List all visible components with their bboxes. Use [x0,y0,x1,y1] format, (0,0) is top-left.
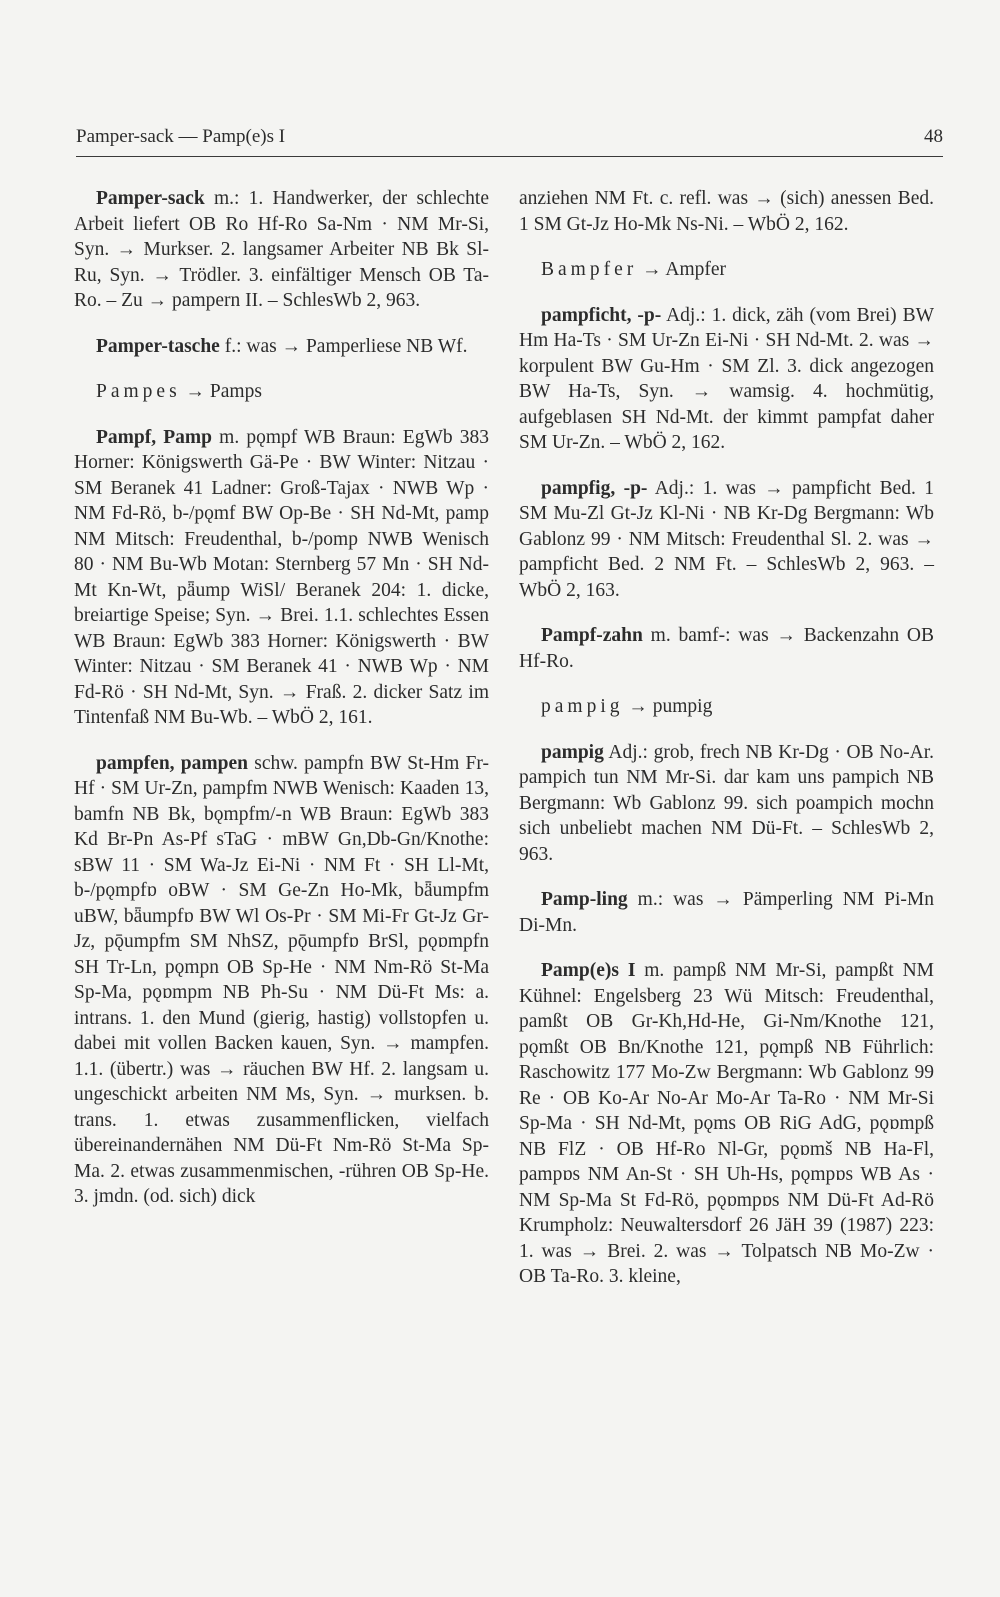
headword: Pampf, Pamp [96,426,213,448]
entry-bampfer-crossref [519,257,934,283]
entry-text: → pumpig [623,696,713,717]
entry-text: → Ampfer [637,259,727,280]
running-head: Pamper-sack — Pamp(e)s I [76,126,286,147]
entry-pampes-crossref [74,379,489,405]
entry-text: f.: was → Pamperliese NB Wf. [219,335,468,357]
entry-pamper-sack [74,186,489,314]
entry-text: Adj.: 1. dick, zäh (vom Brei) BW Hm Ha-Ts · SM Ur-Zn Ei-Ni · SH Nd-Mt. 2. was → korpulent BW Gu-Hm · SM Zl. 3. dick angezogen BW Ha-Ts, Syn. → wamsig. 4. hochmütig, aufgeblasen SH Nd-Mt. der kimmt pampfat daher SM Ur-Zn. – WbÖ 2, 162. [519,304,934,453]
entry-pampfig [519,476,934,604]
entry-pampficht [519,303,934,456]
entry-text: Adj.: 1. was → pampficht Bed. 1 SM Mu-Zl Gt-Jz Kl-Ni · NB Kr-Dg Bergmann: Wb Gablonz 99 · NM Mitsch: Freudenthal Sl. 2. was → pampficht Bed. 2 NM Ft. – SchlesWb 2, 963. – WbÖ 2, 163. [519,477,934,601]
left-column [74,186,489,1230]
headword: pampfig, -p- [541,477,648,499]
entry-text: anziehen NM Ft. c. refl. was → (sich) anessen Bed. 1 SM Gt-Jz Ho-Mk Ns-Ni. – WbÖ 2, 162. [519,188,934,235]
entry-text: m. pǫmpf WB Braun: EgWb 383 Horner: Königswerth Gä-Pe · BW Winter: Nitzau · SM Beranek 41 Ladner: Groß-Tajax · NWB Wp · NM Fd-Rö, b-/pǫmf BW Op-Be · SH Nd-Mt, pamp NM Mitsch: Freudenthal, b-/pomp NWB Wenisch 80 · NM Bu-Wb Motan: Sternberg 57 Mn · SH Nd-Mt Kn-Wt, pǟump WiSl/ Beranek 204: 1. dicke, breiartige Speise; Syn. → Brei. 1.1. schlechtes Essen WB Braun: EgWb 383 Horner: Königswerth · BW Winter: Nitzau · SM Beranek 41 · NWB Wp · NM Fd-Rö · SH Nd-Mt, Syn. → Fraß. 2. dicker Satz im Tintenfaß NM Bu-Wb. – WbÖ 2, 161. [74,426,489,728]
entry-pampes-i [519,958,934,1290]
entry-pampig-crossref [519,694,934,720]
page-header [76,120,943,157]
headword: Pamper-tasche [96,335,220,357]
entry-pampf [74,425,489,731]
page-number: 48 [924,126,943,147]
headword: Pampf-zahn [541,625,643,646]
headword: Pamper-sack [96,188,205,209]
entry-pampfen [74,751,489,1210]
headword: pampficht, -p- [541,304,662,326]
entry-text: schw. pampfn BW St-Hm Fr-Hf · SM Ur-Zn, pampfm NWB Wenisch: Kaaden 13, bamfn NB Bk, bǫmpfm/-n WB Braun: EgWb 383 Kd Br-Pn As-Pf sTaG · mBW Gn,Db-Gn/Knothe: sBW 11 · SM Wa-Jz Ei-Ni · NM Ft · SH Ll-Mt, b-/pǫmpfɒ oBW · SM Ge-Zn Ho-Mk, bǟumpfm uBW, bǟumpfɒ BW Wl Os-Pr · SM Mi-Fr Gt-Jz Gr-Jz, pǭumpfm SM NhSZ, pǭumpfɒ BrSl, pǫɒmpfn SH Tr-Ln, pǫmpn OB Sp-He · NM Nm-Rö St-Ma Sp-Ma, pǫɒmpm NB Ph-Su · NM Dü-Ft Ms: a. intrans. 1. den Mund (gierig, hastig) vollstopfen u. dabei mit vollen Backen kauen, Syn. → mampfen. 1.1. (übertr.) was → räuchen BW Hf. 2. langsam u. ungeschickt arbeiten NM Ms, Syn. → murksen. b. trans. 1. etwas zusammenflicken, vielfach übereinandernähen NM Dü-Ft Nm-Rö St-Ma Sp-Ma. 2. etwas zusammenmischen, -rühren OB Sp-He. 3. jmdn. (od. sich) dick [74,752,489,1207]
headword: pampig [541,696,624,717]
headword: pampfen, pampen [96,752,248,774]
entry-pamper-tasche [74,334,489,360]
entry-text: m. bamf-: was → Backenzahn OB Hf-Ro. [519,625,934,672]
entry-text: Adj.: grob, frech NB Kr-Dg · OB No-Ar. pampich tun NM Mr-Si. dar kam uns pampich NB Bergmann: Wb Gablonz 99. sich poampich mochn sich unbeliebt machen NM Dü-Ft. – SchlesWb 2, 963. [519,741,934,865]
headword: pampig [541,741,604,763]
entry-pamp-ling [519,887,934,938]
headword: Pampes [96,381,181,402]
entry-pampig [519,740,934,868]
headword: Pamp(e)s I [541,960,636,981]
entry-text: → Pamps [180,381,262,402]
entry-continuation [519,186,934,237]
headword: Bampfer [541,259,638,280]
entry-text: m.: 1. Handwerker, der schlechte Arbeit liefert OB Ro Hf-Ro Sa-Nm · NM Mr-Si, Syn. → Murkser. 2. langsamer Arbeiter NB Bk Sl-Ru, Syn. → Trödler. 3. einfältiger Mensch OB Ta-Ro. – Zu → pampern II. – SchlesWb 2, 963. [74,188,489,311]
headword: Pamp-ling [541,889,628,910]
right-column [519,186,934,1310]
entry-pampf-zahn [519,623,934,674]
entry-text: m.: was → Pämperling NM Pi-Mn Di-Mn. [519,889,934,936]
entry-text: m. pampß NM Mr-Si, pampßt NM Kühnel: Engelsberg 23 Wü Mitsch: Freudenthal, pamßt OB Gr-Kh,Hd-He, Gi-Nm/Knothe 121, pǫmßt OB Bn/Knothe 121, pǫmpß NB Führlich: Raschowitz 177 Mo-Zw Bergmann: Wb Gablonz 99 Re · OB Ko-Ar No-Ar Mo-Ar Ta-Ro · NM Mr-Si Sp-Ma · SH Nd-Mt, pǫms OB RiG AdG, pǫɒmpß NB FlZ · OB Hf-Ro Nl-Gr, pǫɒmš NB Ha-Fl, pampɒs NM An-St · SH Uh-Hs, pǫmpɒs WB As · NM Sp-Ma St Fd-Rö, pǫɒmpɒs NM Dü-Ft Ad-Rö Krumpholz: Neuwaltersdorf 26 JäH 39 (1987) 223: 1. was → Brei. 2. was → Tolpatsch NB Mo-Zw · OB Ta-Ro. 3. kleine, [519,960,934,1287]
